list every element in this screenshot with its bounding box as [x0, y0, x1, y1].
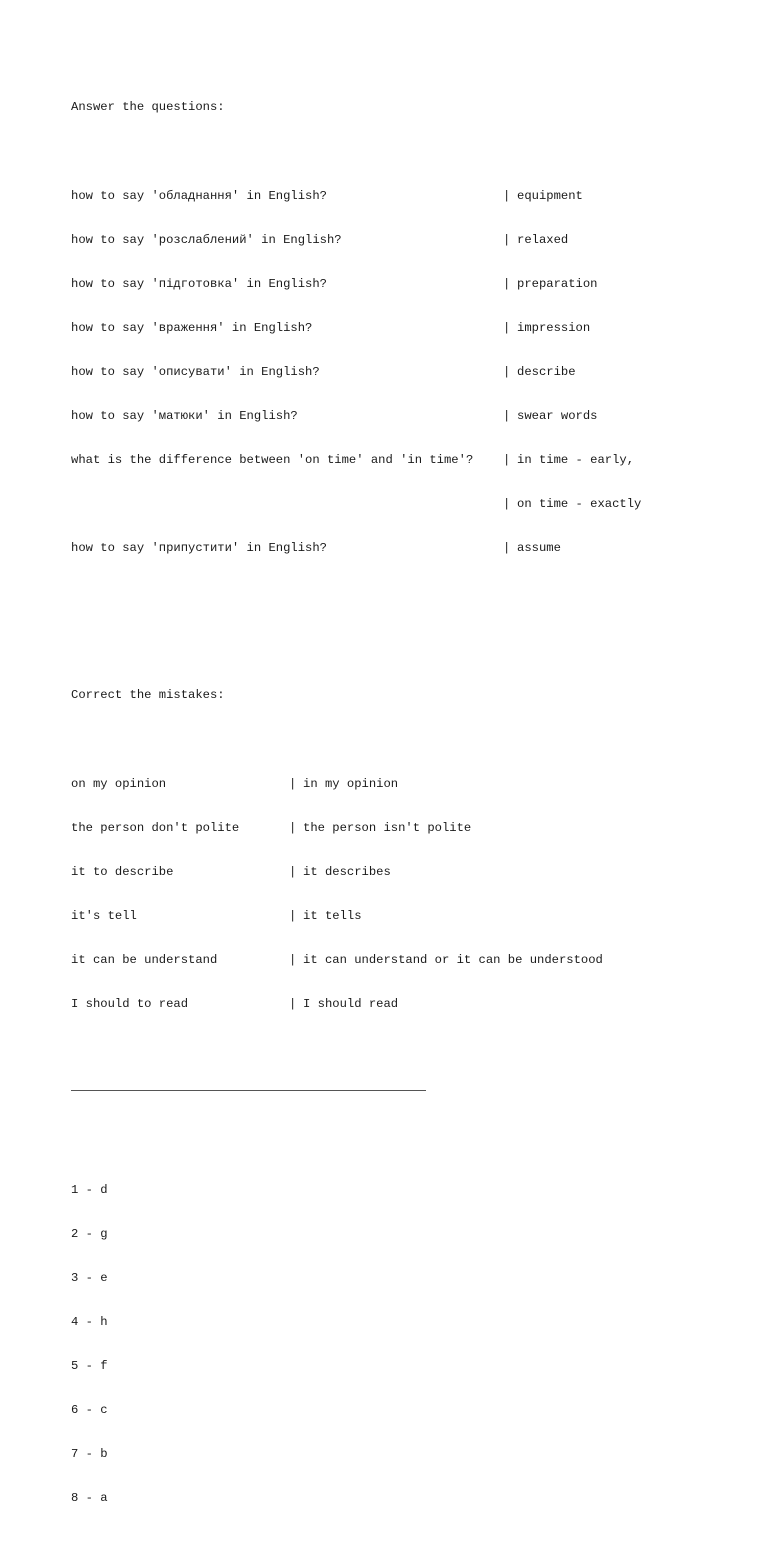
correction-text: it tells	[303, 908, 362, 923]
mistake-text: on my opinion	[71, 776, 167, 791]
column-separator: |	[503, 409, 511, 424]
column-separator: |	[289, 908, 297, 923]
mistake-text: it can be understand	[71, 952, 218, 967]
mistake-row	[71, 777, 641, 792]
mistake-text: I should to read	[71, 997, 189, 1012]
column-separator: |	[503, 453, 511, 468]
mistake-text: it to describe	[71, 864, 174, 879]
question-text: how to say 'враження' in English?	[71, 320, 313, 335]
question-row	[71, 321, 641, 336]
question-row	[71, 409, 641, 424]
matching-item: 6 - c	[71, 1403, 108, 1418]
question-row	[71, 189, 641, 204]
question-text: how to say 'розслаблений' in English?	[71, 232, 342, 247]
answer-text: preparation	[517, 276, 598, 291]
correction-text: it describes	[303, 864, 391, 879]
correction-text: in my opinion	[303, 776, 399, 791]
document-page	[71, 71, 641, 1550]
mistake-row	[71, 821, 641, 836]
column-separator: |	[289, 997, 297, 1012]
answer-text: describe	[517, 364, 576, 379]
column-separator: |	[503, 232, 511, 247]
matching-answers-list	[71, 1153, 641, 1535]
column-separator: |	[503, 276, 511, 291]
answer-text: in time - early,	[517, 453, 635, 468]
question-text: what is the difference between 'on time' and 'in time'?	[71, 453, 474, 468]
question-row	[71, 277, 641, 292]
column-separator: |	[503, 188, 511, 203]
matching-item: 7 - b	[71, 1447, 108, 1462]
matching-item: 5 - f	[71, 1359, 108, 1374]
question-row	[71, 541, 641, 556]
questions-heading: Answer the questions:	[71, 100, 225, 115]
matching-item: 8 - a	[71, 1491, 108, 1506]
column-separator: |	[503, 541, 511, 556]
question-text: how to say 'описувати' in English?	[71, 364, 320, 379]
question-text: how to say 'припустити' in English?	[71, 541, 327, 556]
question-row	[71, 453, 641, 468]
mistake-text: it's tell	[71, 908, 137, 923]
question-text	[71, 497, 503, 512]
mistakes-list	[71, 747, 641, 1041]
horizontal-divider	[71, 1090, 426, 1091]
matching-item: 4 - h	[71, 1315, 108, 1330]
column-separator: |	[289, 820, 297, 835]
mistake-row	[71, 997, 641, 1012]
column-separator: |	[289, 952, 297, 967]
question-row	[71, 497, 641, 512]
questions-list	[71, 159, 641, 585]
column-separator: |	[289, 776, 297, 791]
correction-text: I should read	[303, 997, 399, 1012]
answer-text: assume	[517, 541, 561, 556]
mistake-row	[71, 953, 641, 968]
correction-text: it can understand or it can be understood	[303, 952, 603, 967]
mistake-text: the person don't polite	[71, 820, 240, 835]
matching-item: 2 - g	[71, 1226, 108, 1241]
answer-text: swear words	[517, 409, 598, 424]
question-row	[71, 365, 641, 380]
matching-item: 3 - e	[71, 1270, 108, 1285]
spacer	[71, 630, 641, 645]
mistakes-heading: Correct the mistakes:	[71, 688, 225, 703]
column-separator: |	[503, 320, 511, 335]
question-text: how to say 'матюки' in English?	[71, 409, 298, 424]
answer-text: impression	[517, 320, 591, 335]
column-separator: |	[503, 497, 511, 512]
matching-item: 1 - d	[71, 1182, 108, 1197]
question-text: how to say 'підготовка' in English?	[71, 276, 327, 291]
column-separator: |	[289, 864, 297, 879]
column-separator: |	[503, 364, 511, 379]
question-text: how to say 'обладнання' in English?	[71, 188, 327, 203]
mistake-row	[71, 865, 641, 880]
answer-text: on time - exactly	[517, 497, 642, 512]
answer-text: equipment	[517, 188, 583, 203]
mistake-row	[71, 909, 641, 924]
answer-text: relaxed	[517, 232, 569, 247]
question-row	[71, 233, 641, 248]
correction-text: the person isn't polite	[303, 820, 472, 835]
